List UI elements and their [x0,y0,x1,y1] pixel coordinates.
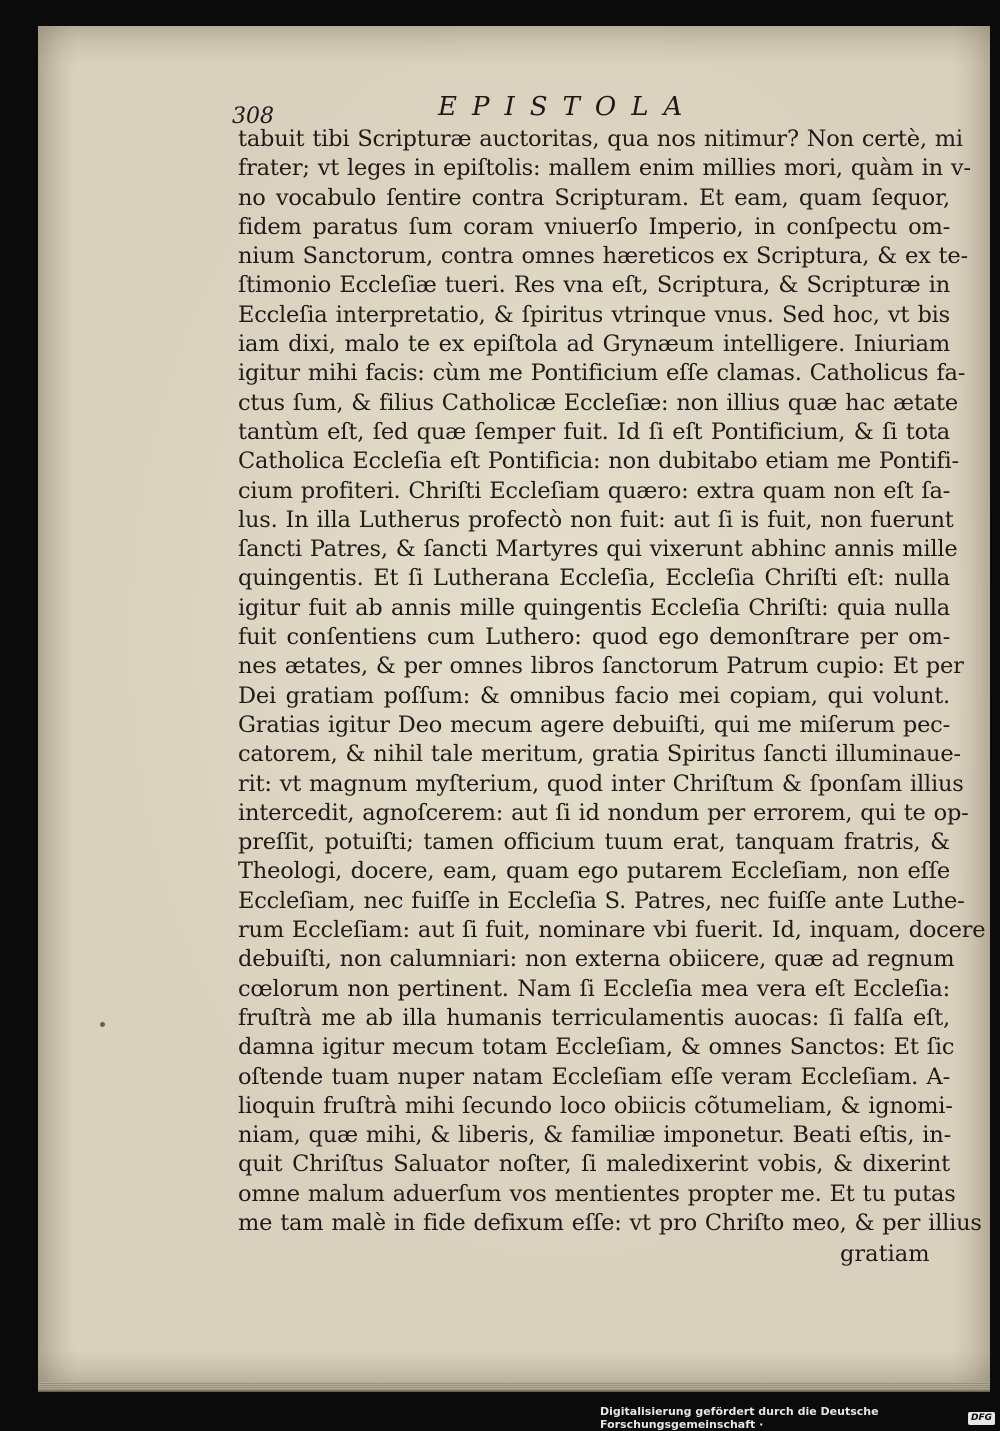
text-line: debuiſti, non calumniari: non externa obiicere, quæ ad regnum [238,946,955,973]
text-line: quit Chriſtus Saluator noſter, ſi maledixerint vobis, & dixerint [238,1151,950,1178]
text-line: preſſit, potuiſti; tamen officium tuum erat, tanquam fratris, & [238,829,950,856]
text-line: rum Eccleſiam: aut ſi fuit, nominare vbi fuerit. Id, inquam, docere [238,917,986,944]
text-line: lioquin fruſtrà mihi ſecundo loco obiicis cõtumeliam, & ignomi- [238,1092,953,1119]
text-line: fruſtrà me ab illa humanis terriculamentis auocas: ſi falſa eſt, [238,1004,950,1031]
text-line: niam, quæ mihi, & liberis, & familiæ imponetur. Beati eſtis, in- [238,1122,951,1149]
page-number: 308 [232,104,274,129]
text-line: Gratias igitur Deo mecum agere debuiſti, qui me miſerum pec- [238,711,950,738]
text-line: oſtende tuam nuper natam Eccleſiam eſſe veram Eccleſiam. A- [238,1063,950,1090]
text-line: cium profiteri. Chriſti Eccleſiam quæro: extra quam non eſt ſa- [238,477,951,504]
text-line: Eccleſia interpretatio, & ſpiritus vtrinque vnus. Sed hoc, vt bis [238,301,950,328]
text-line: igitur mihi facis: cùm me Pontificium eſſe clamas. Catholicus fa- [238,360,966,387]
text-line: lus. In illa Lutherus profectò non fuit: aut ſi is fuit, non fuerunt [238,506,954,533]
dfg-logo-icon: DFG [968,1412,995,1425]
text-line: catorem, & nihil tale meritum, gratia Spiritus ſancti illuminaue- [238,741,961,768]
text-line: ctus ſum, & filius Catholicæ Eccleſiæ: non illius quæ hac ætate [238,389,958,416]
text-line: me tam malè in fide defixum eſſe: vt pro Chriſto meo, & per illius [238,1209,982,1236]
margin-mark [100,1022,105,1027]
text-line: tantùm eſt, ſed quæ ſemper fuit. Id ſi eſt Pontificium, & ſi tota [238,418,950,445]
catchword: gratiam [840,1241,930,1267]
text-line: Catholica Eccleſia eſt Pontificia: non dubitabo etiam me Pontifi- [238,448,959,475]
text-line: nium Sanctorum, contra omnes hæreticos ex Scriptura, & ex te- [238,243,968,270]
funding-footer [600,1405,995,1431]
text-line: no vocabulo ſentire contra Scripturam. Et eam, quam ſequor, [238,184,950,211]
text-line: cœlorum non pertinent. Nam ſi Eccleſia mea vera eſt Eccleſia: [238,975,950,1002]
text-line: Eccleſiam, nec fuiſſe in Eccleſia S. Patres, nec fuiſſe ante Luthe- [238,887,965,914]
text-line: igitur fuit ab annis mille quingentis Eccleſia Chriſti: quia nulla [238,594,950,621]
text-line: Dei gratiam poſſum: & omnibus facio mei copiam, qui volunt. [238,682,950,709]
text-line: fidem paratus ſum coram vniuerſo Imperio, in conſpectu om- [238,213,950,240]
funding-note: Digitalisierung gefördert durch die Deutsche Forschungsgemeinschaft · [600,1405,879,1431]
text-line: quingentis. Et ſi Lutherana Eccleſia, Eccleſia Chriſti eſt: nulla [238,565,950,592]
body-text [238,125,986,1238]
text-line: tabuit tibi Scripturæ auctoritas, qua nos nitimur? Non certè, mi [238,126,963,152]
text-line: ſancti Patres, & ſancti Martyres qui vixerunt abhinc annis mille [238,536,958,563]
page-stack-edge [38,1382,990,1392]
text-line: Theologi, docere, eam, quam ego putarem Eccleſiam, non eſſe [238,858,950,885]
text-line: omne malum aduerſum vos mentientes propter me. Et tu putas [238,1180,956,1207]
text-line: damna igitur mecum totam Eccleſiam, & omnes Sanctos: Et ſic [238,1034,955,1061]
text-line: intercedit, agnoſcerem: aut ſi id nondum per errorem, qui te op- [238,799,969,826]
text-line: rit: vt magnum myſterium, quod inter Chriſtum & ſponſam illius [238,770,964,797]
running-title: EPISTOLA [438,92,698,122]
text-line: frater; vt leges in epiſtolis: mallem enim millies mori, quàm in v- [238,155,971,182]
running-head [0,88,1000,128]
text-line: nes ætates, & per omnes libros ſanctorum Patrum cupio: Et per [238,653,964,680]
text-line: fuit conſentiens cum Luthero: quod ego demonſtrare per om- [238,624,950,651]
text-line: iam dixi, malo te ex epiſtola ad Grynæum intelligere. Iniuriam [238,331,950,358]
text-line: ſtimonio Eccleſiæ tueri. Res vna eſt, Scriptura, & Scripturæ in [238,272,950,299]
